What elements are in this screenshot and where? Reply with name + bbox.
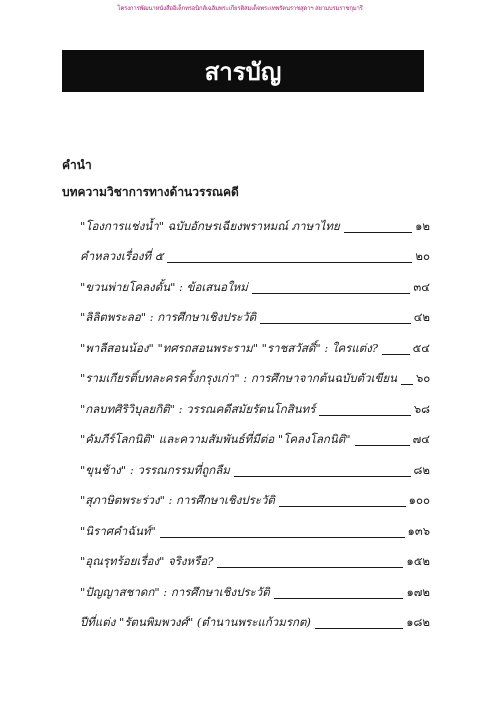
toc-entry-title: "ขวนพ่ายโคลงดั้น" : ข้อเสนอใหม่ <box>80 279 248 294</box>
leader-line <box>167 262 412 263</box>
page-title: สารบัญ <box>204 57 282 86</box>
page-header: โครงการพัฒนาหนังสืออิเล็กทรอนิกส์เฉลิมพระเกียรติสมเด็จพระเทพรัตนราชสุดาฯ สยามบรมราชกุมารี <box>117 5 363 12</box>
toc-entry-page: ๓๔ <box>413 279 430 294</box>
toc-entry-title: "สุภาษิตพระร่วง" : การศึกษาเชิงประวัติ <box>80 493 275 507</box>
toc-entry-page: ๗๔ <box>412 432 430 446</box>
leader-line <box>319 415 410 416</box>
toc-entry-title: คำหลวงเรื่องที่ ๕ <box>80 249 164 263</box>
toc-entry-title: "ลิลิตพระลอ" : การศึกษาเชิงประวัติ <box>80 310 257 324</box>
toc-entry-page: ๑๗๒ <box>406 584 430 599</box>
toc-entry-title: "พาลีสอนน้อง" "ทศรถสอนพระราม" "ราชสวัสดิ์" : ใครแต่ง? <box>80 340 378 355</box>
toc-entry <box>80 449 430 480</box>
toc-entry-title: "กลบทศิริวิบุลยกิติ" : วรรณคดีสมัยรัตนโกสินทร์ <box>80 401 316 416</box>
section-heading: บทความวิชาการทางด้านวรรณคดี <box>62 185 239 199</box>
toc-entry-page: ๑๒ <box>415 218 430 233</box>
toc-entry-page: ๑๕๒ <box>406 554 430 568</box>
toc-entry-page: ๕๔ <box>412 340 430 355</box>
toc-entry-page: ๖๐ <box>415 371 431 385</box>
toc-entry <box>80 602 430 633</box>
toc-entry-page: ๔๒ <box>413 310 430 324</box>
toc-entry <box>80 419 430 450</box>
preface-heading: คำนำ <box>62 158 92 172</box>
toc-list <box>80 205 430 632</box>
toc-entry-page: ๖๘ <box>413 401 430 416</box>
leader-line <box>252 293 411 294</box>
toc-entry-title: "คัมภีร์โลกนิติ" และความสัมพันธ์ที่มีต่อ "โคลงโลกนิติ" <box>80 432 351 446</box>
toc-entry <box>80 480 430 511</box>
leader-line <box>344 232 412 233</box>
leader-line <box>315 628 403 629</box>
toc-entry <box>80 510 430 541</box>
toc-entry <box>80 205 430 236</box>
toc-entry-page: ๘๒ <box>413 462 430 477</box>
title-banner <box>62 50 424 92</box>
toc-entry-page: ๑๘๒ <box>406 615 430 629</box>
toc-entry <box>80 358 430 389</box>
leader-line <box>279 506 406 507</box>
toc-entry-page: ๑๓๖ <box>407 523 430 538</box>
leader-line <box>217 567 403 568</box>
leader-line <box>401 384 413 385</box>
toc-entry <box>80 388 430 419</box>
toc-entry <box>80 297 430 328</box>
leader-line <box>160 537 405 538</box>
toc-entry-page: ๒๐ <box>415 249 430 263</box>
toc-entry <box>80 541 430 572</box>
toc-entry-title: "รามเกียรติ์บทละครครั้งกรุงเก่า" : การศึกษาจากต้นฉบับตัวเขียน <box>80 371 397 385</box>
leader-line <box>382 354 410 355</box>
toc-entry <box>80 571 430 602</box>
toc-entry-title: ปีที่แต่ง "รัตนพิมพวงศ์" (ตำนานพระแก้วมรกต) <box>80 615 311 629</box>
toc-entry <box>80 327 430 358</box>
toc-entry-title: "ปัญญาสชาดก" : การศึกษาเชิงประวัติ <box>80 584 270 599</box>
toc-entry-title: "ขุนช้าง" : วรรณกรรมที่ถูกลืม <box>80 462 230 477</box>
toc-entry <box>80 266 430 297</box>
leader-line <box>234 476 411 477</box>
leader-line <box>260 323 411 324</box>
toc-entry <box>80 236 430 267</box>
leader-line <box>355 445 410 446</box>
toc-entry-page: ๑๐๐ <box>408 493 430 507</box>
toc-entry-title: "อุณรุทร้อยเรื่อง" จริงหรือ? <box>80 554 214 568</box>
toc-entry-title: "นิราศคำฉันท์" <box>80 523 156 538</box>
leader-line <box>274 598 404 599</box>
toc-entry-title: "โองการแช่งน้ำ" ฉบับอักษรเฉียงพราหมณ์ ภาษาไทย <box>80 218 340 233</box>
